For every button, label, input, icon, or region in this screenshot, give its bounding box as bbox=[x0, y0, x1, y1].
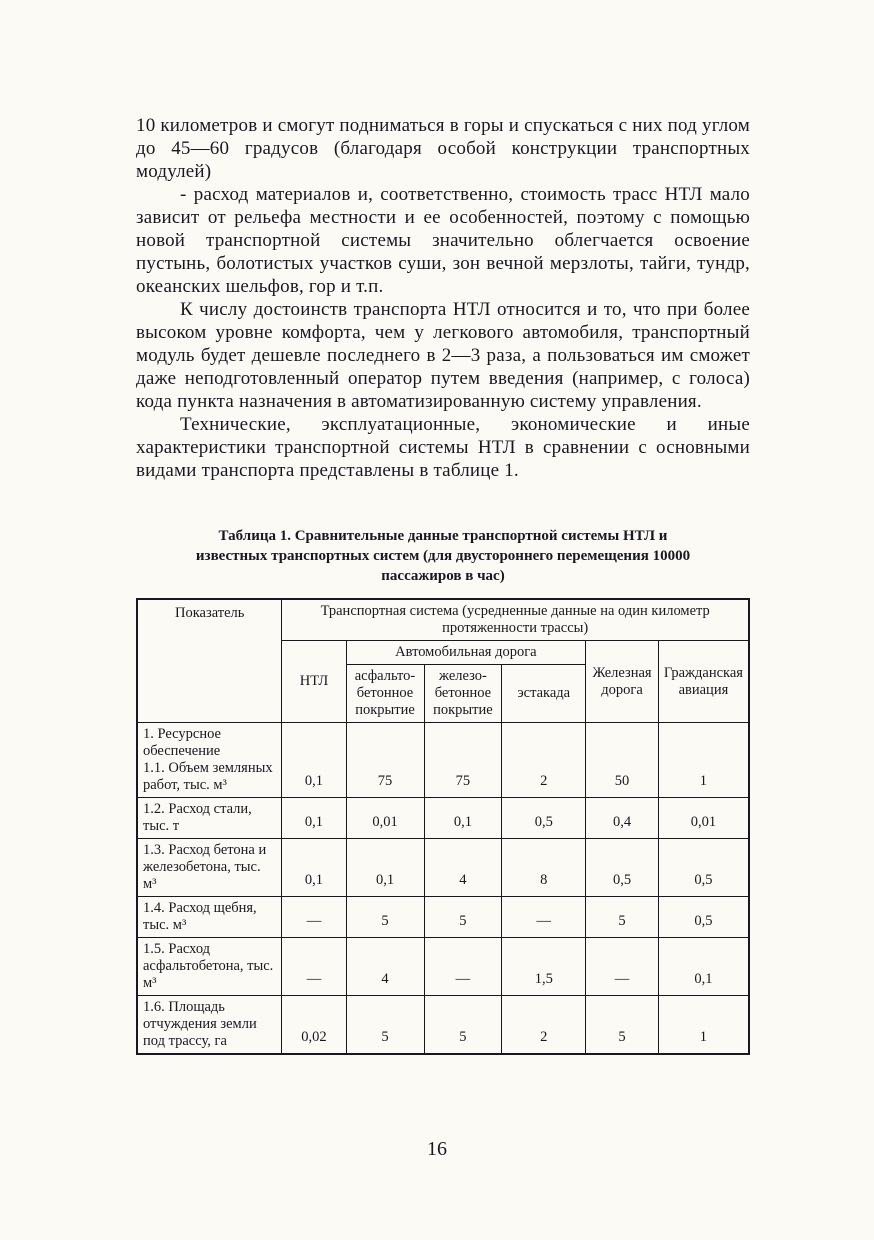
paragraph-1: 10 километров и смогут подниматься в горы и спускаться с них под углом до 45—60 градусов (благодаря особой конструкции транспортных модулей) bbox=[136, 115, 750, 182]
cell-value: 0,1 bbox=[424, 798, 502, 839]
row-label: 1.4. Расход щебня, тыс. м³ bbox=[137, 897, 282, 938]
cell-value: 0,01 bbox=[346, 798, 424, 839]
cell-value: 5 bbox=[346, 996, 424, 1055]
cell-value: 0,1 bbox=[282, 723, 346, 798]
col-header-reinforced-concrete: железо-бетонное покрытие bbox=[424, 665, 502, 723]
table-row bbox=[137, 798, 749, 839]
cell-value: 75 bbox=[424, 723, 502, 798]
cell-value: 0,5 bbox=[658, 897, 749, 938]
row-label: 1.5. Расход асфальтобетона, тыс. м³ bbox=[137, 938, 282, 996]
cell-value: — bbox=[502, 897, 586, 938]
cell-value: 5 bbox=[586, 996, 659, 1055]
cell-value: 0,1 bbox=[346, 839, 424, 897]
paragraph-4: Технические, эксплуатационные, экономические и иные характеристики транспортной системы НТЛ в сравнении с основными видами транспорта представлены в таблице 1. bbox=[136, 414, 750, 481]
cell-value: 0,02 bbox=[282, 996, 346, 1055]
col-header-asphalt-concrete: асфальто-бетонное покрытие bbox=[346, 665, 424, 723]
cell-value: — bbox=[586, 938, 659, 996]
col-header-railway: Железная дорога bbox=[586, 641, 659, 723]
page-content bbox=[136, 114, 750, 1055]
row-label: 1.6. Площадь отчуждения земли под трассу, га bbox=[137, 996, 282, 1055]
col-header-indicator: Показатель bbox=[137, 599, 282, 723]
paragraph-3: К числу достоинств транспорта НТЛ относится и то, что при более высоком уровне комфорта, чем у легкового автомобиля, транспортный модуль будет дешевле последнего в 2—3 раза, а пользоваться им сможет даже неподготовленный оператор путем введения (например, с голоса) кода пункта назначения в автоматизированную систему управления. bbox=[136, 299, 750, 412]
cell-value: 0,1 bbox=[282, 798, 346, 839]
table-row bbox=[137, 938, 749, 996]
cell-value: 0,5 bbox=[502, 798, 586, 839]
col-header-overpass: эстакада bbox=[502, 665, 586, 723]
cell-value: 5 bbox=[424, 897, 502, 938]
cell-value: 1 bbox=[658, 996, 749, 1055]
comparison-table bbox=[136, 598, 750, 1055]
cell-value: 2 bbox=[502, 723, 586, 798]
row-label: 1.2. Расход стали, тыс. т bbox=[137, 798, 282, 839]
cell-value: — bbox=[282, 897, 346, 938]
col-header-ntl: НТЛ bbox=[282, 641, 346, 723]
col-header-civil-aviation: Гражданская авиация bbox=[658, 641, 749, 723]
paragraph-2: - расход материалов и, соответственно, стоимость трасс НТЛ мало зависит от рельефа местности и ее особенностей, поэтому с помощью новой транспортной системы значительно облегчается освоение пустынь, болотистых участков суши, зон вечной мерзлоты, тайги, тундр, океанских шельфов, гор и т.п. bbox=[136, 184, 750, 297]
table-caption: Таблица 1. Сравнительные данные транспортной системы НТЛ и известных транспортных систем (для двустороннего перемещения 10000 пассажиров в час) bbox=[195, 528, 691, 584]
table-row bbox=[137, 839, 749, 897]
cell-value: 8 bbox=[502, 839, 586, 897]
cell-value: 0,01 bbox=[658, 798, 749, 839]
row-label: 1.3. Расход бетона и железобетона, тыс. м³ bbox=[137, 839, 282, 897]
cell-value: 0,5 bbox=[658, 839, 749, 897]
table-row bbox=[137, 996, 749, 1055]
cell-value: 1,5 bbox=[502, 938, 586, 996]
row-label bbox=[137, 723, 282, 798]
cell-value: 0,1 bbox=[282, 839, 346, 897]
cell-value: 0,1 bbox=[658, 938, 749, 996]
cell-value: 5 bbox=[346, 897, 424, 938]
cell-value: 5 bbox=[586, 897, 659, 938]
cell-value: 0,5 bbox=[586, 839, 659, 897]
cell-value: — bbox=[424, 938, 502, 996]
cell-value: 75 bbox=[346, 723, 424, 798]
cell-value: 2 bbox=[502, 996, 586, 1055]
col-header-transport-system-group: Транспортная система (усредненные данные на один километр протяженности трассы) bbox=[282, 599, 749, 641]
header-row-1 bbox=[137, 599, 749, 641]
cell-value: 4 bbox=[424, 839, 502, 897]
table-row bbox=[137, 723, 749, 798]
table-row bbox=[137, 897, 749, 938]
cell-value: 50 bbox=[586, 723, 659, 798]
cell-value: — bbox=[282, 938, 346, 996]
col-header-auto-road-group: Автомобильная дорога bbox=[346, 641, 586, 665]
cell-value: 4 bbox=[346, 938, 424, 996]
cell-value: 1 bbox=[658, 723, 749, 798]
cell-value: 0,4 bbox=[586, 798, 659, 839]
section-heading: 1. Ресурсное обеспечение bbox=[143, 726, 221, 759]
row-label-text: 1.1. Объем земляных работ, тыс. м³ bbox=[143, 760, 273, 793]
cell-value: 5 bbox=[424, 996, 502, 1055]
page-number: 16 bbox=[427, 1138, 447, 1160]
